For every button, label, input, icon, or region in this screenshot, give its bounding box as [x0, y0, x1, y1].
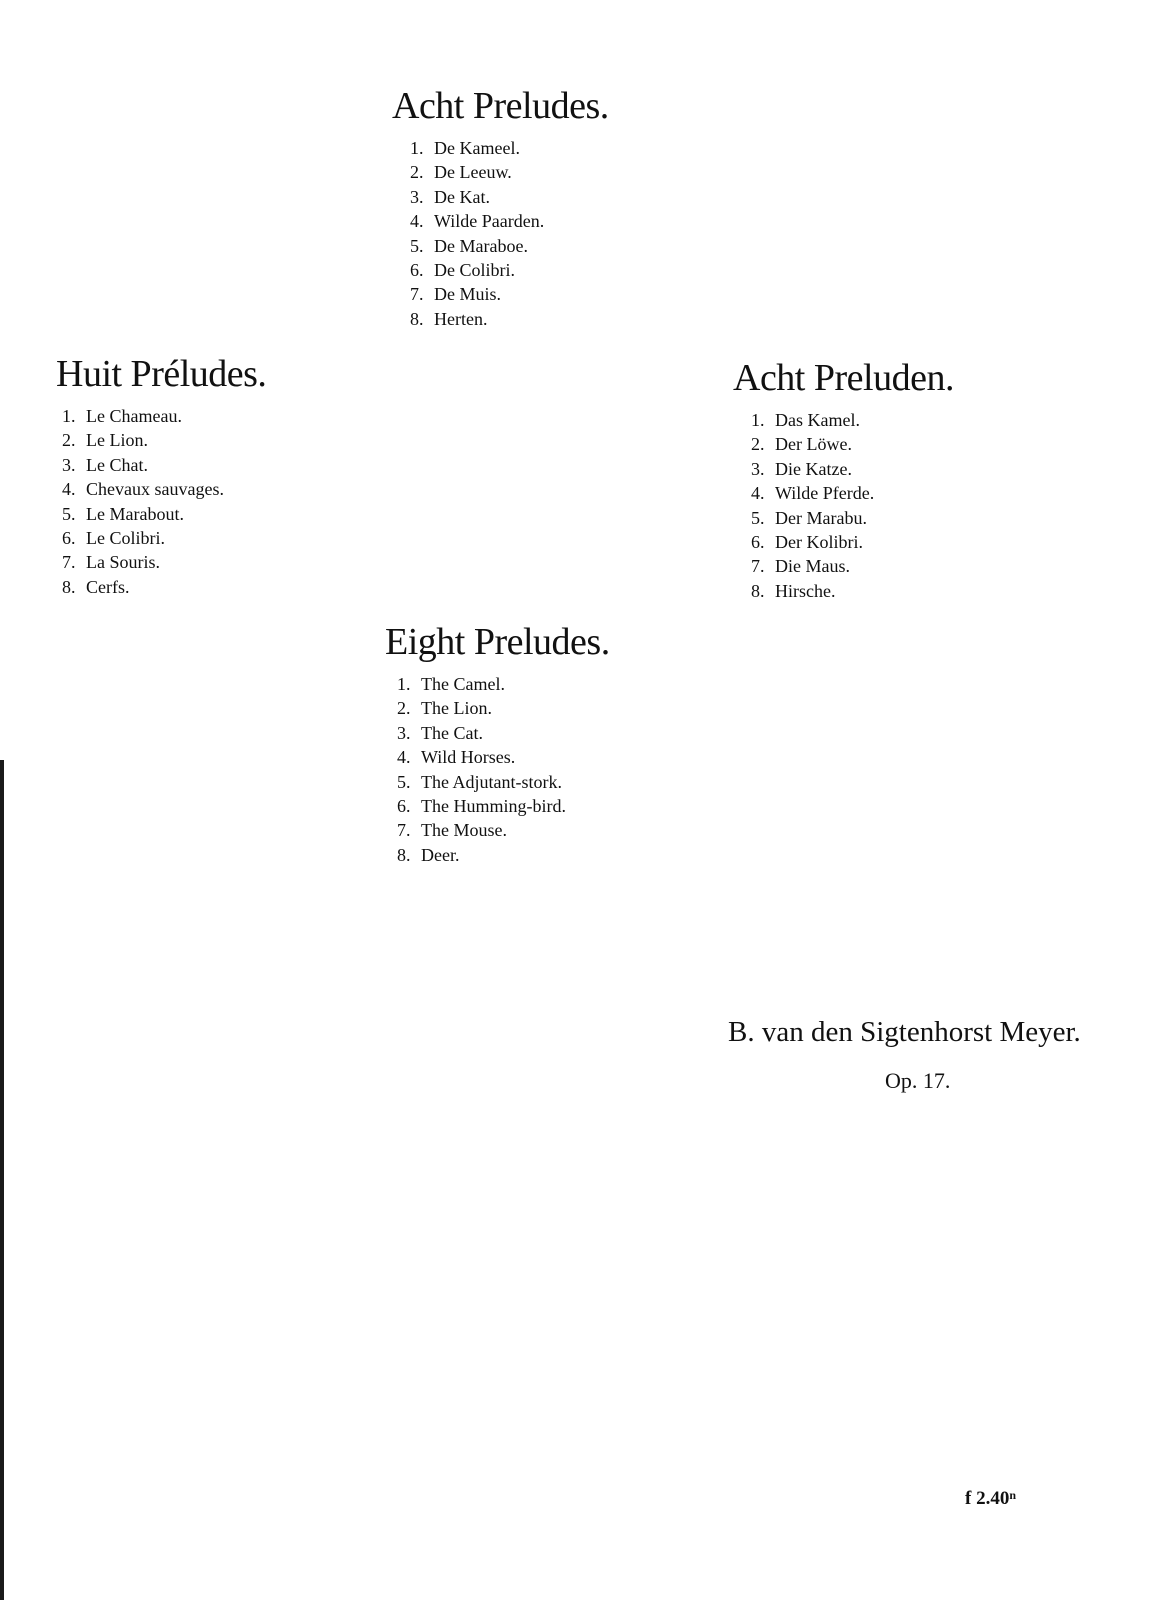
section-french — [56, 352, 266, 599]
list-item — [62, 502, 266, 526]
section-english — [385, 620, 610, 867]
prelude-list — [62, 404, 266, 599]
item-number: 1. — [397, 674, 411, 694]
list-item — [751, 481, 954, 505]
item-number: 3. — [410, 186, 424, 207]
list-item — [397, 770, 610, 794]
item-title: Der Kolibri. — [775, 532, 863, 553]
list-item — [397, 818, 610, 842]
item-number: 2. — [397, 698, 411, 719]
item-number: 2. — [410, 162, 424, 183]
item-number: 7. — [410, 284, 424, 305]
item-number: 3. — [751, 458, 765, 479]
composer-name: B. van den Sigtenhorst Meyer. — [728, 1016, 1081, 1048]
section-title: Huit Préludes. — [56, 353, 267, 395]
section-title: Acht Preludes. — [392, 85, 609, 127]
item-number: 3. — [397, 722, 411, 743]
section-dutch — [392, 84, 609, 331]
list-item — [751, 554, 954, 578]
item-title: De Colibri. — [434, 260, 515, 281]
item-number: 5. — [410, 235, 424, 256]
item-title: The Adjutant-stork. — [421, 771, 562, 792]
section-german — [733, 356, 954, 603]
list-item — [62, 428, 266, 452]
list-item — [751, 530, 954, 554]
list-item — [62, 550, 266, 574]
item-title: De Kat. — [434, 186, 490, 207]
prelude-list — [410, 136, 609, 331]
item-number: 4. — [62, 479, 76, 500]
list-item — [751, 506, 954, 530]
prelude-list — [751, 408, 954, 603]
item-title: Le Lion. — [86, 430, 148, 451]
item-title: The Lion. — [421, 698, 492, 719]
list-item — [62, 477, 266, 501]
opus-number: Op. 17. — [885, 1068, 951, 1093]
list-item — [410, 307, 609, 331]
page-edge-shadow — [0, 760, 4, 1600]
item-number: 8. — [62, 576, 76, 597]
price-value: f 2.40 — [965, 1488, 1010, 1509]
list-item — [62, 453, 266, 477]
item-title: Le Colibri. — [86, 528, 165, 549]
item-title: Die Katze. — [775, 458, 852, 479]
item-title: Deer. — [421, 844, 460, 865]
item-number: 7. — [397, 820, 411, 841]
item-title: De Muis. — [434, 284, 501, 305]
item-title: Le Chat. — [86, 454, 148, 475]
item-number: 8. — [410, 308, 424, 329]
item-title: Chevaux sauvages. — [86, 479, 224, 500]
item-number: 8. — [751, 580, 765, 601]
list-item — [410, 209, 609, 233]
item-title: De Kameel. — [434, 138, 520, 158]
item-number: 2. — [751, 434, 765, 455]
list-item — [751, 457, 954, 481]
item-title: Wild Horses. — [421, 747, 516, 768]
item-title: Der Marabu. — [775, 507, 867, 528]
list-item — [397, 843, 610, 867]
item-title: Hirsche. — [775, 580, 836, 601]
item-title: Die Maus. — [775, 556, 850, 577]
item-title: La Souris. — [86, 552, 160, 573]
list-item — [397, 696, 610, 720]
list-item — [62, 404, 266, 428]
item-number: 5. — [397, 771, 411, 792]
item-number: 1. — [751, 410, 765, 430]
item-number: 3. — [62, 454, 76, 475]
item-title: Wilde Paarden. — [434, 211, 545, 232]
list-item — [410, 234, 609, 258]
item-number: 8. — [397, 844, 411, 865]
section-title: Eight Preludes. — [385, 621, 610, 663]
item-number: 7. — [751, 556, 765, 577]
list-item — [62, 526, 266, 550]
item-title: The Cat. — [421, 722, 483, 743]
item-title: Le Marabout. — [86, 503, 184, 524]
price-suffix: n — [1009, 1488, 1017, 1502]
item-title: The Humming-bird. — [421, 796, 566, 817]
list-item — [751, 579, 954, 603]
item-number: 4. — [410, 211, 424, 232]
list-item — [397, 794, 610, 818]
item-number: 4. — [397, 747, 411, 768]
item-title: Wilde Pferde. — [775, 483, 875, 504]
item-number: 6. — [751, 532, 765, 553]
item-number: 1. — [62, 406, 76, 426]
list-item — [62, 575, 266, 599]
list-item — [410, 136, 609, 160]
item-number: 6. — [397, 796, 411, 817]
item-title: Herten. — [434, 308, 488, 329]
list-item — [751, 408, 954, 432]
item-number: 5. — [62, 503, 76, 524]
item-number: 1. — [410, 138, 424, 158]
item-number: 7. — [62, 552, 76, 573]
item-number: 2. — [62, 430, 76, 451]
item-title: Le Chameau. — [86, 406, 182, 426]
prelude-list — [397, 672, 610, 867]
item-title: De Leeuw. — [434, 162, 512, 183]
list-item — [397, 672, 610, 696]
item-number: 4. — [751, 483, 765, 504]
list-item — [410, 282, 609, 306]
list-item — [397, 745, 610, 769]
item-number: 6. — [62, 528, 76, 549]
item-title: The Camel. — [421, 674, 505, 694]
list-item — [751, 432, 954, 456]
list-item — [397, 721, 610, 745]
item-number: 5. — [751, 507, 765, 528]
item-title: The Mouse. — [421, 820, 507, 841]
price-mark — [965, 1488, 1016, 1510]
list-item — [410, 258, 609, 282]
list-item — [410, 185, 609, 209]
item-title: Der Löwe. — [775, 434, 852, 455]
item-title: Cerfs. — [86, 576, 130, 597]
section-title: Acht Preluden. — [733, 357, 954, 399]
list-item — [410, 160, 609, 184]
item-number: 6. — [410, 260, 424, 281]
item-title: Das Kamel. — [775, 410, 860, 430]
item-title: De Maraboe. — [434, 235, 528, 256]
